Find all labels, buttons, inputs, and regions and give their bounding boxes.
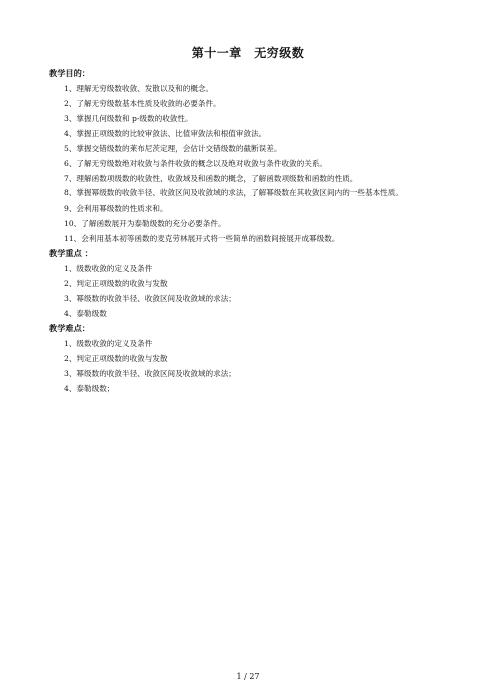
key-point-item: 4、泰勒级数 [64, 308, 107, 318]
page-number: 1 / 27 [236, 672, 260, 681]
objectives-heading: 教学目的： [49, 68, 90, 78]
difficulty-item: 3、幂级数的收敛半径、收敛区间及收敛域的求法； [64, 368, 236, 378]
objective-item: 6、了解无穷级数绝对收敛与条件收敛的概念以及绝对收敛与条件收敛的关系。 [64, 159, 328, 168]
key-point-item: 3、幂级数的收敛半径、收敛区间及收敛域的求法； [64, 293, 236, 303]
objective-item: 9、会利用幂级数的性质求和。 [64, 203, 168, 213]
objective-item: 11、会利用基本初等函数的麦克劳林展开式将一些简单的函数间接展开成幂级数。 [64, 233, 340, 243]
objective-item: 10、了解函数展开为泰勒级数的充分必要条件。 [64, 218, 226, 228]
objective-item: 5、掌握交错级数的莱布尼茨定理，会估计交错级数的截断误差。 [64, 144, 282, 153]
document-body [49, 66, 454, 396]
objective-item: 2、了解无穷级数基本性质及收敛的必要条件。 [64, 99, 221, 108]
key-points-heading: 教学重点 ： [49, 247, 93, 258]
difficulty-item: 2、判定正项级数的收敛与发散 [64, 353, 168, 363]
key-point-item: 1、级数收敛的定义及条件 [64, 263, 153, 273]
difficulties-heading: 教学难点： [49, 322, 90, 333]
objective-item: 8、掌握幂级数的收敛半径、收敛区间及收敛域的求法，了解幂级数在其收敛区间内的一些基本性质。 [64, 188, 403, 197]
difficulty-item: 1、级数收敛的定义及条件 [64, 338, 153, 348]
objective-item: 1、理解无穷级数收敛、发散以及和的概念。 [64, 84, 214, 93]
objective-item: 7、理解函数项级数的收敛性、收敛域及和函数的概念，了解函数项级数和函数的性质。 [64, 174, 358, 183]
objective-item: 3、掌握几何级数和 p-级数的收敛性。 [64, 114, 193, 123]
key-point-item: 2、判定正项级数的收敛与发散 [64, 278, 168, 288]
chapter-title: 第十一章 无穷级数 [191, 46, 305, 60]
difficulty-item: 4、泰勒级数； [64, 383, 115, 393]
objective-item: 4、掌握正项级数的比较审敛法、比值审敛法和根值审敛法。 [64, 129, 267, 138]
